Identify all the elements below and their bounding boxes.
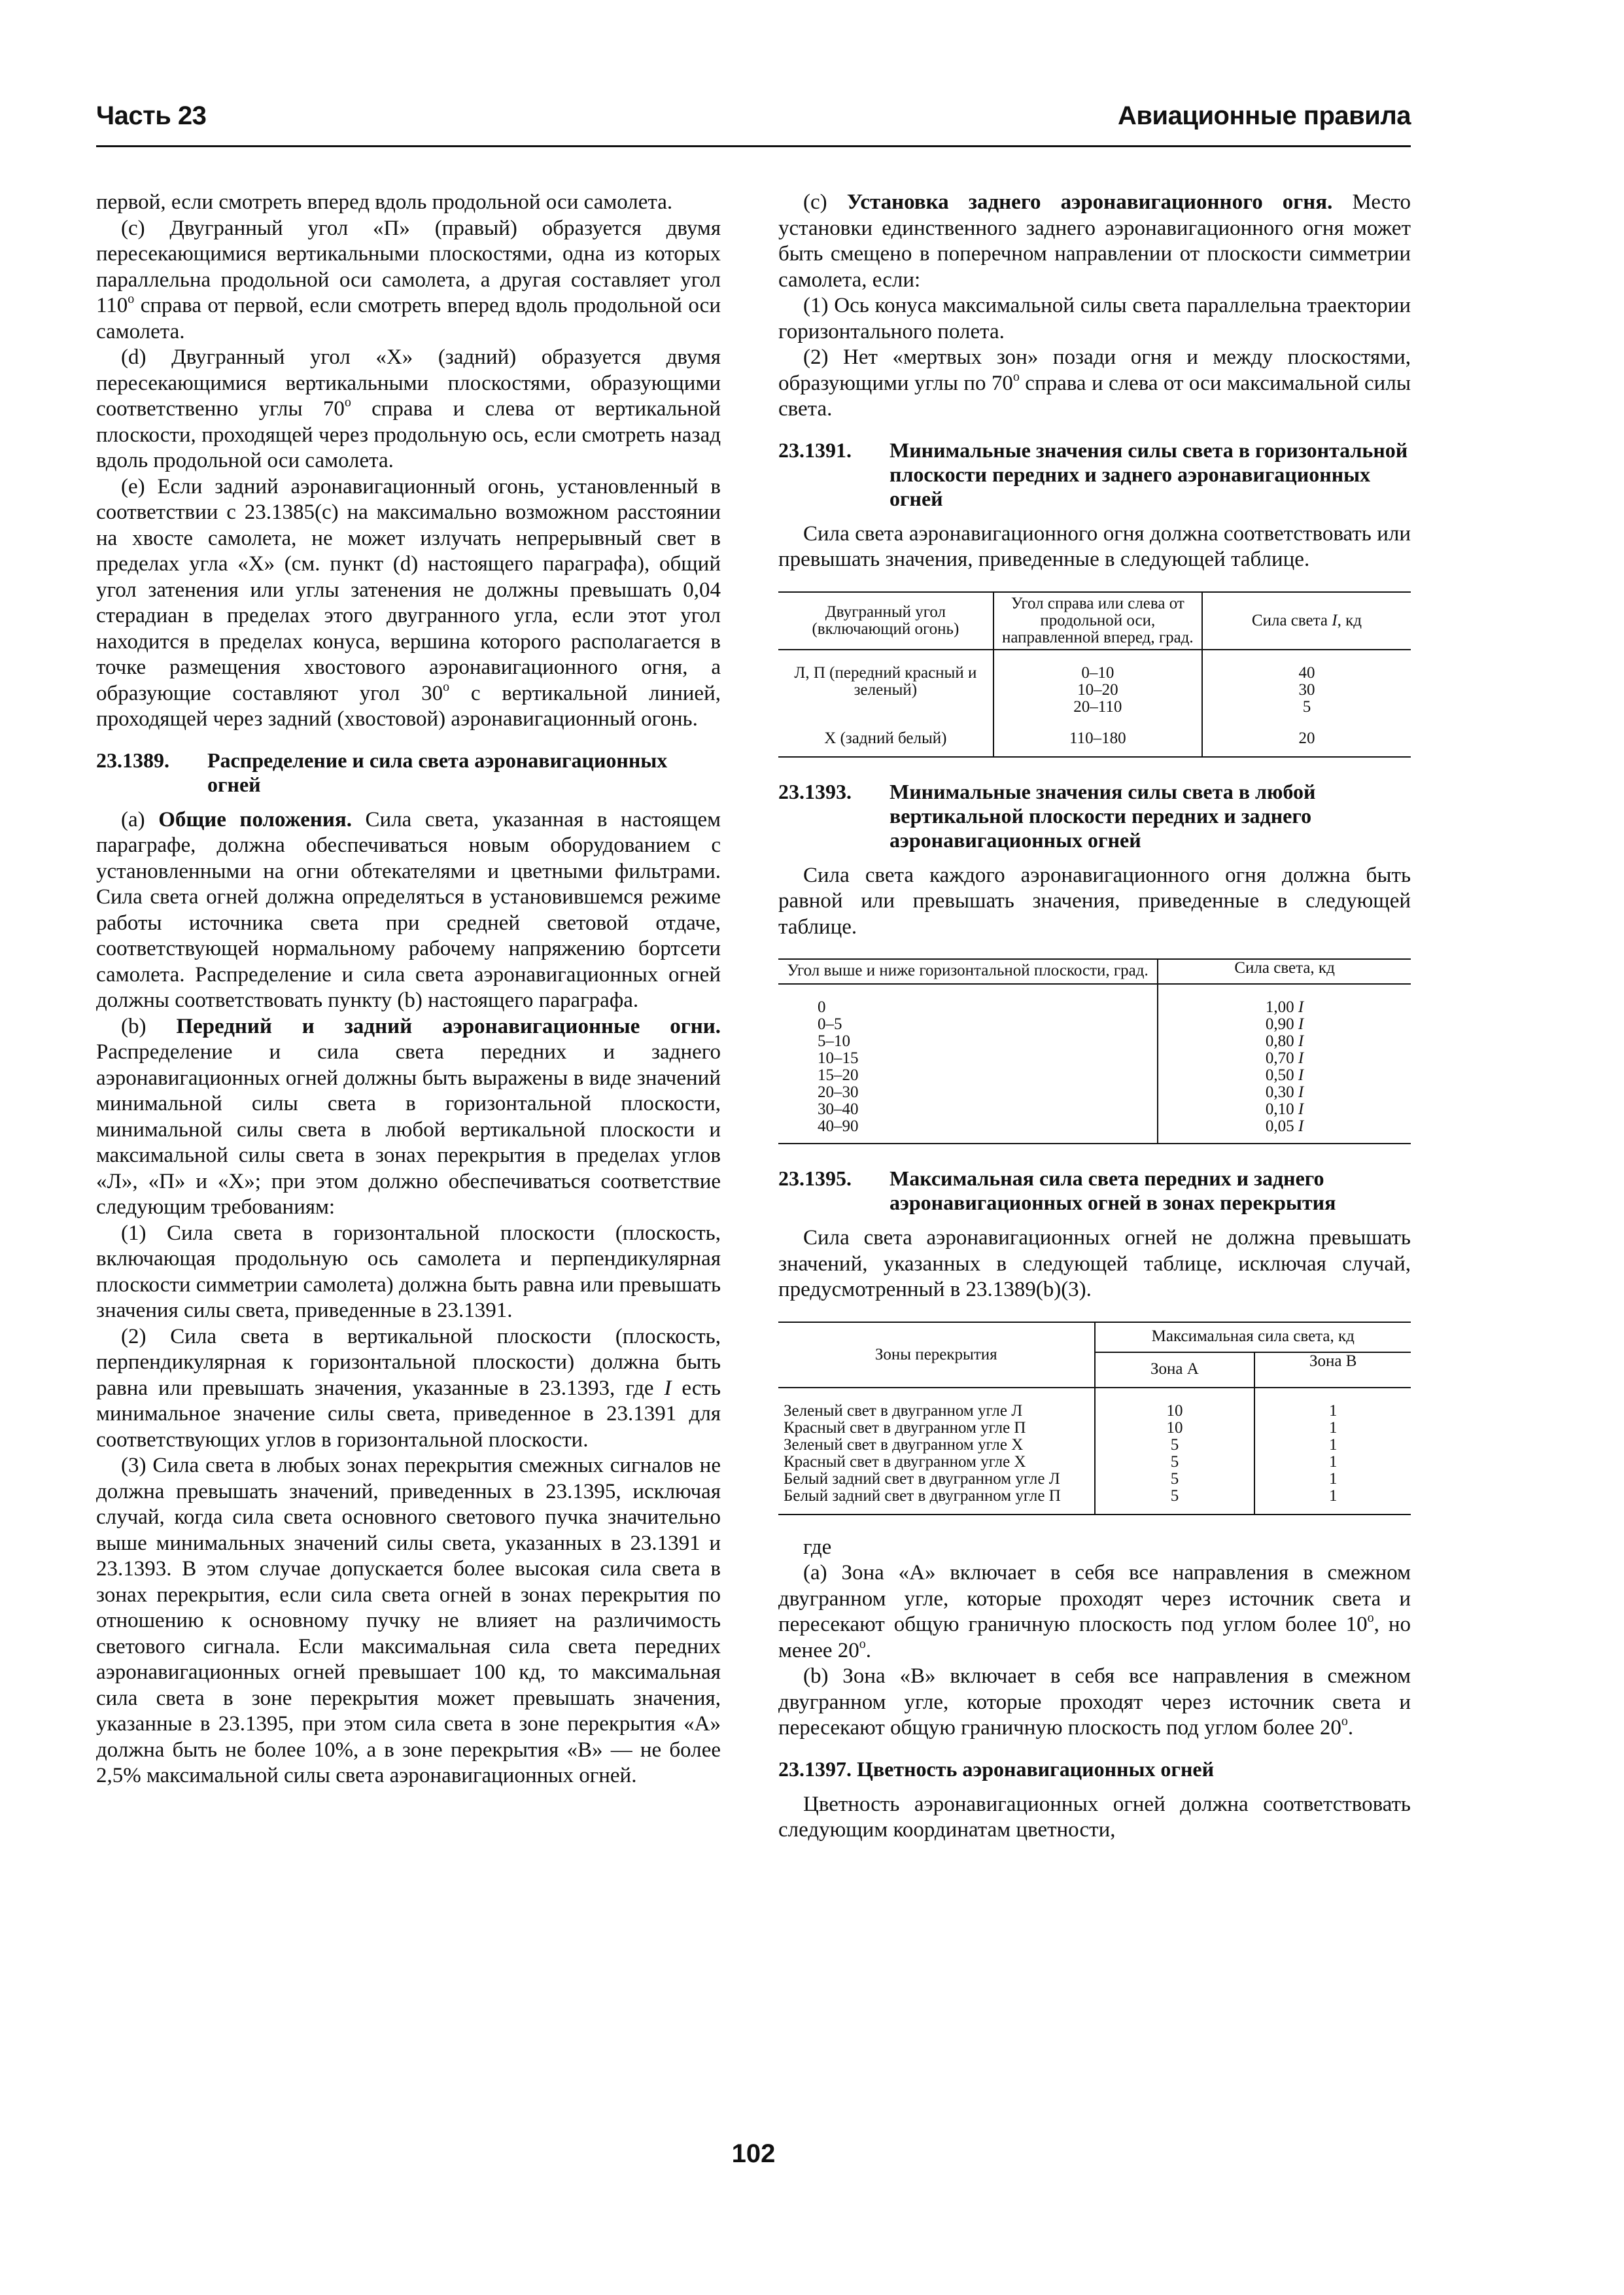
section-title: Минимальные значения силы света в любой вертикальной плоскости передних и заднего аэронавигационных огней [890, 779, 1316, 852]
paragraph-b-front-rear: (b) Передний и задний аэронавигационные огни. Распределение и сила света передних и заднего аэронавигационных огней должны быть выражены в виде значений минимальной силы света в горизонтальной плоскости, минимальной силы света в любой вертикальной плоскости и максимальной силы света в зонах перекрытия в пределах углов «Л», «П» и «Х»; при этом должно обеспечиваться соответствие следующим требованиям: [96, 1014, 721, 1219]
paragraph-c-right-angle: (c) Двугранный угол «П» (правый) образуется двумя пересекающимися вертикальными плоскостями, одна из которых параллельна продольной оси самолета, а другая составляет угол 110$^o$ справа от первой, если смотреть вперед вдоль продольной оси самолета. [96, 216, 721, 343]
section-number: 23.1389. [96, 748, 169, 772]
paragraph-1397: Цветность аэронавигационных огней должна соответствовать следующим координатам цветности, [778, 1792, 1411, 1842]
section-heading-1393 [778, 780, 1411, 852]
header-rule [96, 145, 1411, 147]
paragraph-1391: Сила света аэронавигационного огня должна соответствовать или превышать значения, приведенные в следующей таблице. [778, 521, 1411, 571]
table-1391 [778, 591, 1411, 758]
section-heading-1389 [96, 748, 721, 797]
paragraph-a-general: (a) Общие положения. Сила света, указанная в настоящем параграфе, должна обеспечиваться новым оборудованием с установленными на огни обтекателями и цветными фильтрами. Сила света огней должна определяться в установившемся режиме работы источника света при средней световой отдаче, соответствующей нормальному рабочему напряжению бортсети самолета. Распределение и сила света аэронавигационных огней должны соответствовать пункту (b) настоящего параграфа. [96, 807, 721, 1012]
paragraph-b-continuation: первой, если смотреть вперед вдоль продольной оси самолета. [96, 190, 673, 214]
paragraph-c-rear-light-installation: (c) Установка заднего аэронавигационного огня. Место установки единственного заднего аэронавигационного огня может быть смещено в поперечном направлении от плоскости симметрии самолета, если: [778, 190, 1411, 292]
left-column [96, 190, 721, 1789]
paragraph-b1: (1) Сила света в горизонтальной плоскости (плоскость, включающая продольную ось самолета и перпендикулярная плоскости симметрии самолета) должна быть равна или превышать значения силы света, приведенные в 23.1391. [96, 1221, 721, 1322]
table-cell-angles: 0 0–5 5–10 10–15 15–20 20–30 30–40 40–90 [778, 999, 1158, 1144]
header-part-label: Часть 23 [96, 101, 207, 130]
table-header-cell: Максимальная сила света, кд [1095, 1322, 1411, 1352]
paragraph-1393: Сила света каждого аэронавигационного огня должна быть равной или превышать значения, приведенные в следующей таблице. [778, 863, 1411, 939]
table-row: Белый задний свет в двугранном угле Л 5 1 [778, 1471, 1411, 1488]
table-cell: Л, П (передний красный и зеленый) [778, 665, 993, 716]
section-title: Максимальная сила света передних и заднего аэронавигационных огней в зонах перекрытия [890, 1166, 1336, 1214]
paragraph-1395: Сила света аэронавигационных огней не должна превышать значений, указанных в следующей таблице, исключая случай, предусмотренный в 23.1389(b)(3). [778, 1226, 1411, 1301]
table-cell: 40 30 5 [1298, 663, 1315, 716]
table-header-cell: Сила света I, кд [1251, 611, 1362, 629]
header-document-title: Авиационные правила [1118, 101, 1411, 130]
paragraph-zone-a: (a) Зона «А» включает в себя все направления в смежном двугранном угле, которые проходят через источник света и пересекают общую граничную плоскость под углом более 10$^o$, но менее 20$^o$. [778, 1561, 1411, 1662]
table-row: Зеленый свет в двугранном угле Л 10 1 [778, 1403, 1411, 1420]
table-cell: Х (задний белый) [778, 730, 993, 757]
table-1395 [778, 1322, 1411, 1515]
paragraph-c1: (1) Ось конуса максимальной силы света параллельна траектории горизонтального полета. [778, 294, 1411, 343]
table-header-cell: Зона В [1309, 1352, 1357, 1370]
where-label: где [803, 1535, 832, 1559]
table-cell: 20 [1298, 729, 1315, 747]
section-title: Минимальные значения силы света в горизонтальной плоскости передних и заднего аэронавигационных огней [890, 438, 1408, 510]
paragraph-e-shading: (e) Если задний аэронавигационный огонь, установленный в соответствии с 23.1385(c) на максимально возможном расстоянии на хвосте самолета, не может излучать непрерывный свет в пределах угла «Х» (см. пункт (d) настоящего параграфа), общий угол затенения или углы затенения не должны превышать 0,04 стерадиан в пределах этого двугранного угла, если этот угол находится в пределах конуса, вершина которого располагается в точке размещения хвостового аэронавигационного огня, а образующие составляют угол 30$^o$ с вертикальной линией, проходящей через задний (хвостовой) аэронавигационный огонь. [96, 474, 721, 731]
right-column [778, 190, 1411, 1844]
table-header-cell: Угол справа или слева от продольной оси, направленной вперед, град. [993, 592, 1202, 650]
section-heading-1397: 23.1397. Цветность аэронавигационных огней [778, 1757, 1215, 1781]
table-header-cell: Зона А [1095, 1352, 1255, 1388]
page-number: 102 [731, 2139, 776, 2168]
table-cell-values: 1,00 I 0,90 I 0,80 I 0,70 I 0,50 I 0,30 I 0,10 I 0,05 I [1265, 998, 1304, 1135]
paragraph-c2: (2) Нет «мертвых зон» позади огня и между плоскостями, образующими углы по 70$^o$ справа и слева от оси максимальной силы света. [778, 345, 1411, 421]
table-header-cell: Угол выше и ниже горизонтальной плоскости, град. [778, 959, 1158, 984]
table-cell: 110–180 [993, 730, 1202, 757]
paragraph-b2: (2) Сила света в вертикальной плоскости (плоскость, перпендикулярная к горизонтальной плоскости) должна быть равна или превышать значения, указанные в 23.1393, где I есть минимальное значение силы света, приведенное в 23.1391 для соответствующих углов в горизонтальной плоскости. [96, 1324, 721, 1452]
table-cell: 0–10 10–20 20–110 [993, 665, 1202, 716]
table-row: Красный свет в двугранном угле П 10 1 [778, 1420, 1411, 1437]
table-header-cell: Сила света, кд [1234, 959, 1335, 977]
section-heading-1391 [778, 438, 1411, 511]
paragraph-b3: (3) Сила света в любых зонах перекрытия смежных сигналов не должна превышать значений, приведенных в 23.1395, исключая случай, когда сила света основного светового пучка значительно выше минимальных значений силы света, указанных в 23.1391 и 23.1393. В этом случае допускается более высокая сила света в зонах перекрытия, если сила света огней в зонах перекрытия по отношению к основному пучку не влияет на различимость светового сигнала. Если максимальная сила света передних аэронавигационных огней превышает 100 кд, то максимальная сила света в зоне перекрытия может превышать значения, указанные в 23.1395, при этом сила света в зоне перекрытия «А» должна быть не более 10%, а в зоне перекрытия «В» — не более 2,5% максимальной силы света аэронавигационных огней. [96, 1454, 721, 1787]
table-row: Зеленый свет в двугранном угле Х 5 1 [778, 1437, 1411, 1454]
section-number: 23.1391. [778, 438, 852, 462]
table-row: Красный свет в двугранном угле Х 5 1 [778, 1454, 1411, 1471]
paragraph-d-rear-angle: (d) Двугранный угол «Х» (задний) образуется двумя пересекающимися вертикальными плоскостями, образующими соответственно углы 70$^o$ справа и слева от вертикальной плоскости, проходящей через продольную ось, если смотреть назад вдоль продольной оси самолета. [96, 345, 721, 472]
table-1393 [778, 958, 1411, 1144]
section-heading-1395 [778, 1166, 1411, 1215]
section-number: 23.1395. [778, 1166, 852, 1190]
section-number: 23.1393. [778, 779, 852, 803]
table-header-cell: Двугранный угол (включающий огонь) [778, 592, 993, 650]
table-row: Белый задний свет в двугранном угле П 5 1 [778, 1488, 1411, 1515]
table-header-cell: Зоны перекрытия [778, 1322, 1095, 1388]
paragraph-zone-b: (b) Зона «В» включает в себя все направления в смежном двугранном угле, которые проходят через источник света и пересекают общую граничную плоскость под углом более 20$^o$. [778, 1664, 1411, 1740]
section-title: Распределение и сила света аэронавигационных огней [207, 748, 668, 796]
